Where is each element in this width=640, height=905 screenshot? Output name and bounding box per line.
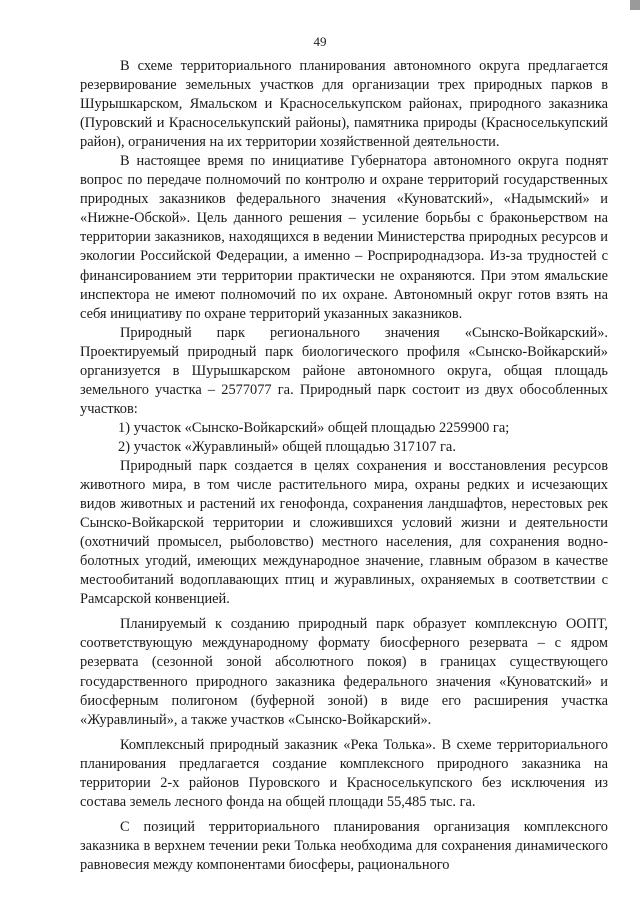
paragraph-tolka-planning: С позиций территориального планирования организация комплексного заказника в верхнем течении реки Толька необходима для сохранения динамического равновесия между компонентами биосферы, рационального — [80, 818, 608, 873]
paragraph-synsko-voykarsky-park: Природный парк регионального значения «Сынско-Войкарский». Проектируемый природный парк биологического профиля «Сынско-Войкарский» организуется в Шурышкарском районе автономного округа, общая площадь земельного участка – 2577077 га. Природный парк состоит из двух обособленных участков: — [80, 324, 608, 417]
paragraph-biosphere-reserve: Планируемый к созданию природный парк образует комплексную ООПТ, соответствующую международному формату биосферного резервата – с ядром резервата (сезонной зоной абсолютного покоя) в границах существующего государственного природного заказника федерального значения «Куноватский» и биосферным полигоном (буферной зоной) в виде его расширения участка «Журавлиный», а также участков «Сынско-Войкарский». — [80, 616, 608, 728]
paragraph-reservation: В схеме территориального планирования автономного округа предлагается резервирование земельных участков для организации трех природных парков в Шурышкарском, Ямальском и Красноселькупском районах, природного заказника (Пуровский и Красноселькупский районы), памятника природы (Красноселькупский район), ограничения на их территории хозяйственной деятельности. — [80, 58, 608, 151]
page-number: 49 — [313, 34, 327, 49]
scan-artifact — [630, 0, 640, 10]
paragraph-park-purpose: Природный парк создается в целях сохранения и восстановления ресурсов животного мира, в том числе растительного мира, охраны редких и исчезающих видов животных и растений их генофонда, сохранения ландшафтов, нерестовых рек Сынско-Войкарской территории и сложившихся условий жизни и деятельности (охотничий промысел, рыболовство) местного населения, для сохранения водно-болотных угодий, имеющих международное значение, главным образом в качестве местообитаний водоплавающих птиц и журавлиных, охраняемых в соответствии с Рамсарской конвенцией. — [80, 457, 608, 608]
paragraph-governor-initiative: В настоящее время по инициативе Губернатора автономного округа поднят вопрос по передаче полномочий по контролю и охране территорий государственных природных заказников федерального значения «Куноватский», «Надымский» и «Нижне-Обской». Цель данного решения – усиление борьбы с браконьерством на территории заказников, находящихся в ведении Министерства природных ресурсов и экологии Российской Федерации, а именно – Росприроднадзора. Из-за трудностей с финансированием эти территории практически не охраняются. При этом ямальские инспектора не имеют полномочий по их охране. Автономный округ готов взять на себя инициативу по охране территорий указанных заказников. — [80, 153, 608, 322]
list-item-zhuravliny: 2) участок «Журавлиный» общей площадью 317107 га. — [118, 438, 456, 455]
page-body — [80, 57, 608, 875]
list-item-synsko-voykarsky: 1) участок «Сынско-Войкарский» общей площадью 2259900 га; — [118, 419, 510, 436]
paragraph-tolka-reserve: Комплексный природный заказник «Река Толька». В схеме территориального планирования предлагается создание комплексного природного заказника на территории 2-х районов Пуровского и Красноселькупского без исключения из состава земель лесного фонда на общей площади 55,485 тыс. га. — [80, 736, 608, 810]
